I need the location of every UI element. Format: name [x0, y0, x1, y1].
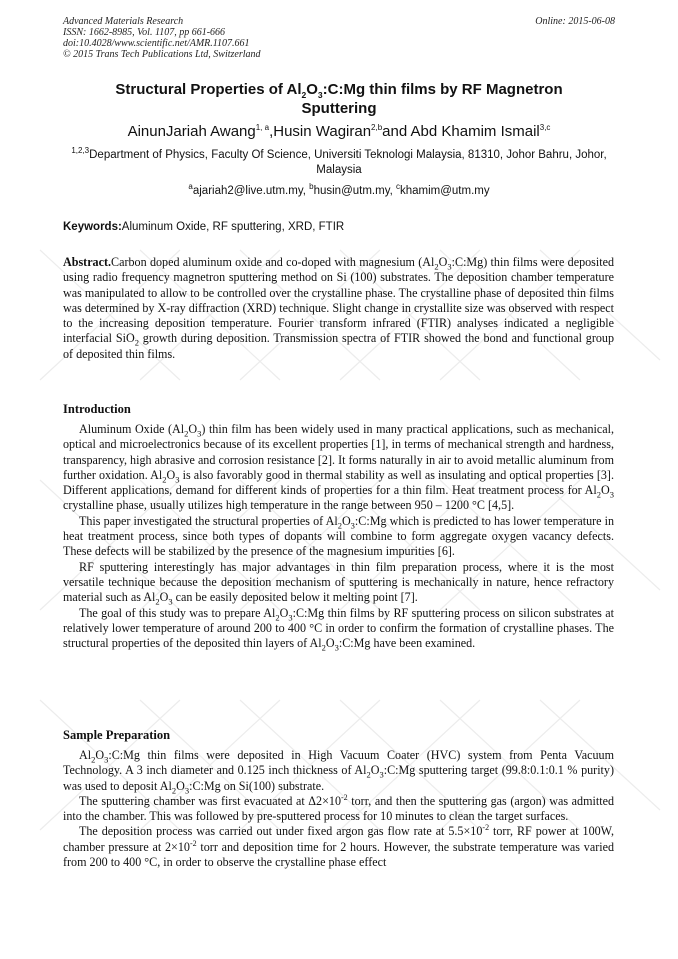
email-a[interactable]: ajariah2@live.utm.my,	[192, 185, 310, 197]
sample-preparation-body	[63, 748, 614, 870]
paragraph: The goal of this study was to prepare $Al_2O_3:C:Mg$ thin films by RF sputtering process on silicon substrates at relatively lower temperature of around 200 to 400 °C in order to confirm the formation of crystalline phases. The structural properties of the deposited thin layers of $Al_2O_3:C:Mg$ have been examined.	[63, 605, 614, 653]
paragraph: The deposition process was carried out under fixed argon gas flow rate at $5.5\times 10^{-2}$ torr, RF power at 100W, chamber pressure at $2\times 10^{-2}$ torr and deposition time for 2 hours. However, the substrate temperature was varied from 200 to 400 °C, in order to observe the crystalline phase effect	[63, 823, 614, 870]
author-list: AinunJariah Awang$^{1, a}$,Husin Wagiran$^{2,b}$and Abd Khamim Ismail$^{3,c}$	[127, 123, 551, 140]
paragraph: This paper investigated the structural properties of $Al_2O_3:C:Mg$ which is predicted to has lower temperature in heat treatment process, since both types of dopants will combine to form aggregate oxygen vacancy defects. These defects will be stabilized by the presence of the magnesium impurities [6].	[63, 513, 615, 559]
issn-line: ISSN: 1662-8985, Vol. 1107, pp 661-666	[63, 27, 226, 38]
affiliation: $^{1,2,3}$Department of Physics, Faculty Of Science, Universiti Teknologi Malaysia, 81310, Johor Bahru, Johor, Malaysia	[71, 146, 607, 176]
abstract: Abstract.Carbon doped aluminum oxide and co-doped with magnesium $(Al_2O_3:C:Mg)$ thin films were deposited using radio frequency magnetron sputtering method on Si (100) substrates. The deposition chamber temperature was manipulated to allow to be controlled over the crystalline phase. The crystalline phase of deposited thin films was determined by X-ray diffraction (XRD) technique. Slight change in crystallite size was observed with respect to the increasing deposition temperature. Fourier transform infrared (FTIR) analyses indicated a negligible interfacial SiO$_2$ growth during deposition. Transmission spectra of FTIR showed the bond and functional group of deposited thin films.	[63, 255, 615, 361]
journal-name: Advanced Materials Research	[63, 16, 184, 27]
section-heading-sample-preparation: Sample Preparation	[63, 728, 171, 742]
online-date: Online: 2015-06-08	[535, 16, 615, 27]
paragraph: Aluminum Oxide $(Al_2O_3)$ thin film has been widely used in many practical applications, such as mechanical, optical and microelectronics because of its excellent properties [1], in terms of mechanical strength and hardness, transparency, high abrasive and corrosion resistance [2]. It forms naturally in air to avoid metallic aluminum from further oxidation. $Al_2O_3$ is also favorably good in thermal stability as well as insulating and optical properties [3]. Different applications, demand for different kinds of properties for a thin film. Heat treatment process for $Al_2O_3$ crystalline phase, usually utilizes high temperature in the range between 950 – 1200 °C [4,5].	[63, 422, 614, 513]
section-heading-introduction: Introduction	[63, 402, 131, 416]
journal-header	[63, 16, 261, 60]
author-2: ,Husin Wagiran	[269, 123, 372, 140]
email-b[interactable]: husin@utm.my,	[313, 185, 396, 197]
paragraph: $Al_2O_3:C:Mg$ thin films were deposited in High Vacuum Coater (HVC) system from Penta Vacuum Technology. A 3 inch diameter and 0.125 inch thickness of $Al_2O_3:C:Mg$ sputtering target (99.8:0.1:0.1 % purity) was used to deposit $Al_2O_3:C:Mg$ on Si(100) substrate.	[63, 748, 614, 795]
author-emails: $^a$ajariah2@live.utm.my, $^b$husin@utm.my, $^c$khamim@utm.my	[188, 182, 490, 197]
paragraph: RF sputtering interestingly has major advantages in thin film preparation process, where it is the most versatile technique because the deposition mechanism of sputtering is mechanically in nature, hence refractory material such as $Al_2O_3$ can be easily deposited below it melting point [7].	[63, 559, 614, 607]
introduction-body	[63, 422, 614, 651]
doi-link[interactable]: doi:10.4028/www.scientific.net/AMR.1107.661	[63, 38, 250, 49]
paper-title: Structural Properties of $Al_2O_3:C:Mg$ thin films by RF Magnetron Sputtering	[115, 81, 563, 117]
email-c[interactable]: khamim@utm.my	[399, 185, 490, 197]
author-3: and Abd Khamim Ismail	[382, 123, 540, 140]
keywords: Keywords:Aluminum Oxide, RF sputtering, XRD, FTIR	[63, 221, 345, 233]
paragraph: The sputtering chamber was first evacuated at $\Delta 2\times 10^{-2}$ torr, and then the sputtering gas (argon) was admitted into the chamber. This was followed by pre-sputtered process for 10 minutes to clean the target surfaces.	[63, 792, 614, 824]
author-1: AinunJariah Awang	[127, 123, 256, 140]
copyright-line: © 2015 Trans Tech Publications Ltd, Switzerland	[63, 49, 261, 60]
